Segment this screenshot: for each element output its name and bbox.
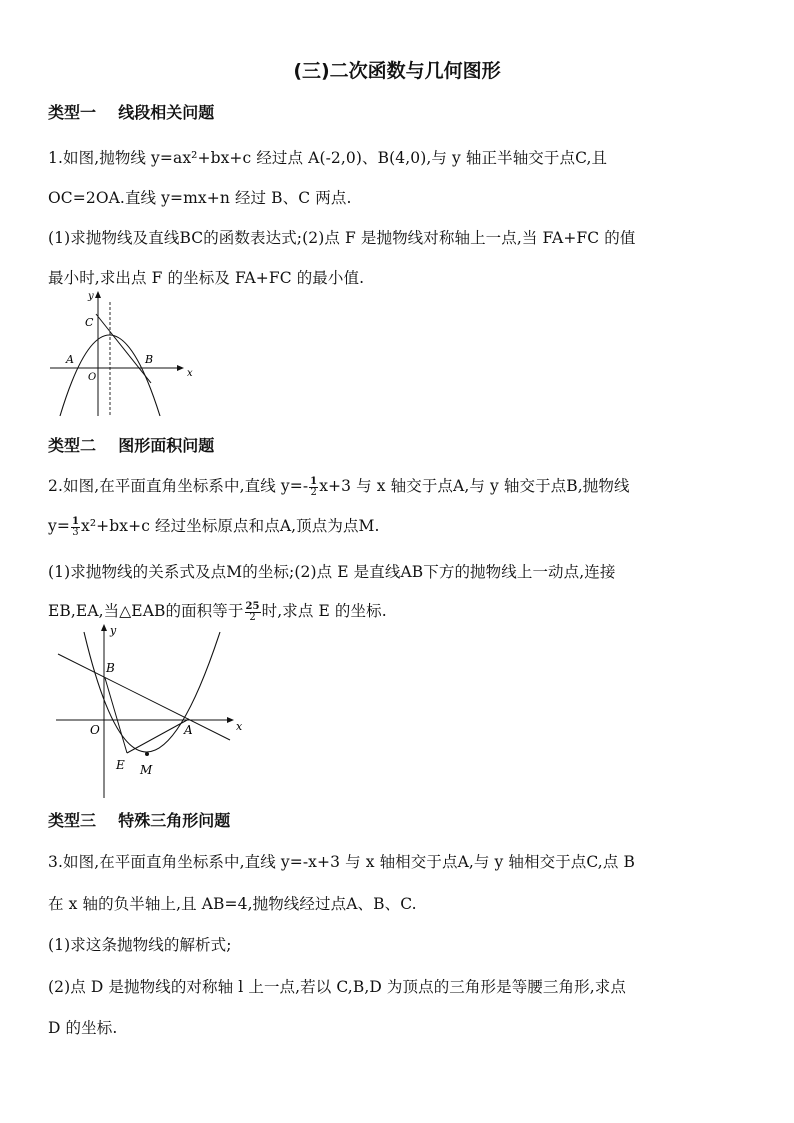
section-1-heading: 类型一 线段相关问题 — [48, 103, 215, 122]
problem-1-line-3: (1)求抛物线及直线BC的函数表达式;(2)点 F 是抛物线对称轴上一点,当 FA+FC 的值 — [48, 229, 636, 247]
problem-2-line-2-start: y= — [48, 517, 70, 535]
point-a-label: A — [66, 353, 74, 366]
problem-2-line-1-start: 2.如图,在平面直角坐标系中,直线 y=- — [48, 477, 309, 495]
point-m-label: M — [140, 763, 153, 777]
figure-1 — [48, 290, 193, 418]
point-a-label: A — [184, 723, 193, 737]
problem-3-line-2: 在 x 轴的负半轴上,且 AB=4,抛物线经过点A、B、C. — [48, 895, 417, 913]
problem-2-line-1 — [48, 474, 630, 498]
fraction-half — [309, 477, 318, 498]
x-axis-arrow-icon — [177, 365, 184, 371]
y-axis-arrow-icon — [101, 624, 107, 631]
segment-eb — [105, 678, 127, 753]
problem-2-line-4 — [48, 599, 387, 623]
problem-1-line-4: 最小时,求出点 F 的坐标及 FA+FC 的最小值. — [48, 269, 365, 287]
fraction-25-over-2 — [245, 602, 261, 623]
y-axis-arrow-icon — [95, 291, 101, 298]
fraction-numerator: 1 — [71, 515, 80, 527]
problem-2-line-1-end: x+3 与 x 轴交于点A,与 y 轴交于点B,抛物线 — [319, 477, 630, 495]
problem-1-line-1: 1.如图,抛物线 y=ax²+bx+c 经过点 A(-2,0)、B(4,0),与 y 轴正半轴交于点C,且 — [48, 149, 608, 167]
point-c-label: C — [85, 316, 94, 329]
problem-2-line-4-end: 时,求点 E 的坐标. — [261, 602, 387, 620]
fraction-third — [71, 517, 80, 538]
problem-3-line-1: 3.如图,在平面直角坐标系中,直线 y=-x+3 与 x 轴相交于点A,与 y 轴相交于点C,点 B — [48, 853, 635, 871]
problem-3-line-4: (2)点 D 是抛物线的对称轴 l 上一点,若以 C,B,D 为顶点的三角形是等腰三角形,求点 — [48, 978, 626, 996]
x-label: x — [187, 368, 193, 379]
problem-3-line-5: D 的坐标. — [48, 1019, 118, 1037]
fraction-denominator: 2 — [310, 486, 317, 498]
point-b-label: B — [145, 353, 154, 366]
y-label: y — [110, 624, 117, 637]
origin-label: O — [90, 723, 100, 737]
problem-1-line-2: OC=2OA.直线 y=mx+n 经过 B、C 两点. — [48, 189, 352, 207]
section-3-heading: 类型三 特殊三角形问题 — [48, 811, 231, 830]
figure-2 — [54, 622, 244, 800]
fraction-denominator: 2 — [249, 611, 256, 623]
fraction-numerator: 1 — [310, 475, 318, 487]
problem-2-line-3: (1)求抛物线的关系式及点M的坐标;(2)点 E 是直线AB下方的抛物线上一动点,连接 — [48, 563, 616, 581]
segment-ea — [127, 719, 189, 753]
problem-2-line-4-start: EB,EA,当△EAB的面积等于 — [48, 602, 244, 620]
problem-3-line-3: (1)求这条抛物线的解析式; — [48, 936, 232, 954]
problem-2-line-2-end: x²+bx+c 经过坐标原点和点A,顶点为点M. — [81, 517, 380, 535]
origin-label: O — [88, 372, 97, 383]
vertex-m-dot — [145, 752, 149, 756]
section-2-heading: 类型二 图形面积问题 — [48, 436, 215, 455]
line-bc — [96, 314, 154, 383]
x-label: x — [236, 720, 243, 733]
fraction-denominator: 3 — [72, 526, 79, 538]
line-ab — [58, 654, 230, 740]
point-b-label: B — [106, 661, 115, 675]
page-title: (三)二次函数与几何图形 — [293, 60, 501, 82]
x-axis-arrow-icon — [227, 717, 234, 723]
problem-2-line-2 — [48, 514, 380, 538]
point-e-label: E — [116, 758, 125, 772]
fraction-numerator: 25 — [245, 600, 260, 612]
y-label: y — [88, 291, 94, 302]
